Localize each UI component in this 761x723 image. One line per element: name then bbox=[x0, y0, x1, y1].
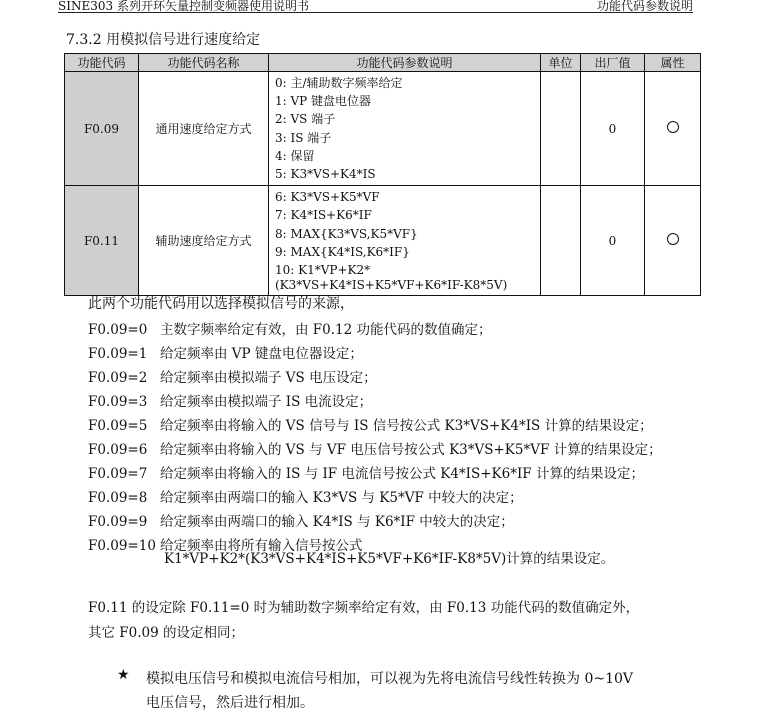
star-icon: ★ bbox=[117, 667, 130, 683]
option-item: 3: IS 端子 bbox=[275, 130, 332, 145]
column-header: 功能代码 bbox=[65, 54, 139, 72]
option-item: 2: VS 端子 bbox=[275, 112, 336, 127]
note-line: 其它 F0.09 的设定相同； bbox=[88, 625, 245, 641]
setting-text: 给定频率由 VP 键盘电位器设定； bbox=[160, 346, 363, 362]
setting-text: 给定频率由模拟端子 IS 电流设定； bbox=[160, 394, 373, 410]
list-item bbox=[88, 342, 708, 366]
setting-text: 给定频率由模拟端子 VS 电压设定； bbox=[160, 370, 377, 386]
setting-key: F0.09=2 bbox=[88, 370, 148, 386]
column-header: 出厂值 bbox=[581, 54, 645, 72]
function-name-cell: 辅助速度给定方式 bbox=[139, 186, 269, 296]
parameter-table bbox=[64, 53, 701, 296]
column-header: 属性 bbox=[645, 54, 701, 72]
page-header bbox=[0, 0, 761, 14]
setting-text: 给定频率由将输入的 IS 与 IF 电流信号按公式 K4*IS+K6*IF 计算的结果设定； bbox=[160, 466, 644, 482]
description-cell bbox=[269, 72, 541, 186]
table-header-row bbox=[65, 54, 701, 72]
setting-key: F0.09=1 bbox=[88, 346, 148, 362]
list-item bbox=[88, 390, 708, 414]
setting-text: 给定频率由两端口的输入 K3*VS 与 K5*VF 中较大的决定； bbox=[160, 490, 523, 506]
list-item bbox=[88, 318, 708, 342]
tip-line: 模拟电压信号和模拟电流信号相加，可以视为先将电流信号线性转换为 0~10V bbox=[146, 671, 634, 687]
description-cell bbox=[269, 186, 541, 296]
setting-text: 给定频率由两端口的输入 K4*IS 与 K6*IF 中较大的决定； bbox=[160, 514, 514, 530]
list-item bbox=[88, 366, 708, 390]
setting-text: 给定频率由将所有输入信号按公式 bbox=[160, 538, 363, 554]
section-title: 7.3.2 用模拟信号进行速度给定 bbox=[66, 32, 261, 48]
function-code-cell: F0.09 bbox=[65, 72, 139, 186]
attribute-circle-icon bbox=[667, 233, 679, 245]
option-item: 1: VP 键盘电位器 bbox=[275, 94, 372, 109]
option-item: 8: MAX{K3*VS,K5*VF} bbox=[275, 226, 418, 241]
attribute-circle-icon bbox=[667, 121, 679, 133]
option-item: 7: K4*IS+K6*IF bbox=[275, 208, 372, 223]
setting-key: F0.09=10 bbox=[88, 538, 156, 554]
setting-key: F0.09=8 bbox=[88, 490, 148, 506]
setting-key: F0.09=6 bbox=[88, 442, 148, 458]
option-item: 9: MAX{K4*IS,K6*IF} bbox=[275, 244, 410, 259]
header-rule bbox=[58, 12, 693, 13]
option-item: 0: 主/辅助数字频率给定 bbox=[275, 76, 403, 90]
default-value-cell: 0 bbox=[581, 72, 645, 186]
function-name-cell: 通用速度给定方式 bbox=[139, 72, 269, 186]
option-item: 10: K1*VP+K2*(K3*VS+K4*IS+K5*VF+K6*IF-K8*5V) bbox=[275, 263, 508, 293]
intro-text: 此两个功能代码用以选择模拟信号的来源， bbox=[88, 296, 354, 312]
setting-text: 主数字频率给定有效，由 F0.12 功能代码的数值确定； bbox=[160, 322, 492, 338]
option-item: 6: K3*VS+K5*VF bbox=[275, 190, 380, 205]
column-header: 单位 bbox=[541, 54, 581, 72]
table-row bbox=[65, 72, 701, 186]
setting-list bbox=[88, 318, 708, 558]
table-row bbox=[65, 186, 701, 296]
list-item bbox=[88, 486, 708, 510]
tip-line: 电压信号，然后进行相加。 bbox=[146, 695, 314, 711]
option-item: 4: 保留 bbox=[275, 148, 315, 163]
list-item bbox=[88, 438, 708, 462]
attribute-cell bbox=[645, 186, 701, 296]
unit-cell bbox=[541, 72, 581, 186]
column-header: 功能代码参数说明 bbox=[269, 54, 541, 72]
option-item: 5: K3*VS+K4*IS bbox=[275, 167, 376, 182]
list-item bbox=[88, 462, 708, 486]
setting-key: F0.09=0 bbox=[88, 322, 148, 338]
list-item bbox=[88, 414, 708, 438]
function-code-cell: F0.11 bbox=[65, 186, 139, 296]
header-doc-title: SINE303 系列开环矢量控制变频器使用说明书 bbox=[58, 0, 309, 13]
note-line: F0.11 的设定除 F0.11=0 时为辅助数字频率给定有效，由 F0.13 功能代码的数值确定外， bbox=[88, 600, 640, 616]
header-chapter-title: 功能代码参数说明 bbox=[596, 0, 693, 13]
list-item bbox=[88, 510, 708, 534]
attribute-cell bbox=[645, 72, 701, 186]
setting-text: 给定频率由将输入的 VS 信号与 IS 信号按公式 K3*VS+K4*IS 计算的结果设定； bbox=[160, 418, 653, 434]
formula-continuation: K1*VP+K2*(K3*VS+K4*IS+K5*VF+K6*IF-K8*5V)计算的结果设定。 bbox=[164, 551, 615, 567]
setting-key: F0.09=7 bbox=[88, 466, 148, 482]
setting-key: F0.09=9 bbox=[88, 514, 148, 530]
default-value-cell: 0 bbox=[581, 186, 645, 296]
setting-key: F0.09=5 bbox=[88, 418, 148, 434]
setting-key: F0.09=3 bbox=[88, 394, 148, 410]
setting-text: 给定频率由将输入的 VS 与 VF 电压信号按公式 K3*VS+K5*VF 计算的结果设定； bbox=[160, 442, 662, 458]
column-header: 功能代码名称 bbox=[139, 54, 269, 72]
unit-cell bbox=[541, 186, 581, 296]
